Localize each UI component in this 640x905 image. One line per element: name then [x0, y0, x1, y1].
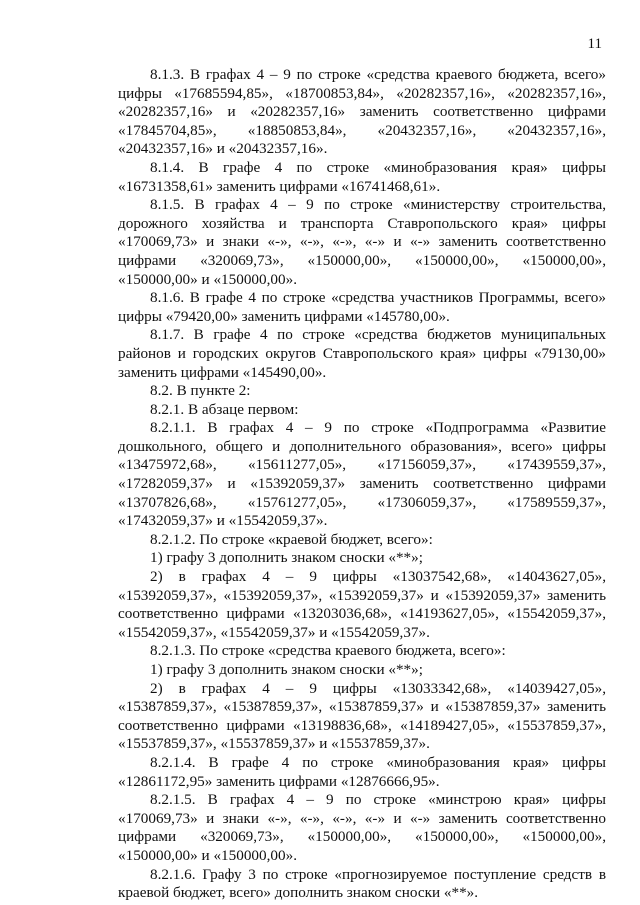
paragraph-8-2-1-5: 8.2.1.5. В графах 4 – 9 по строке «минстрою края» цифры «170069,73» и знаки «-», «-», «-», «-» и «-» заменить соответственно цифрами «320069,73», «150000,00», «150000,00», «150000,00», «150000,00» и «150000,00». [118, 791, 606, 864]
paragraph-8-1-4: 8.1.4. В графе 4 по строке «минобразования края» цифры «16731358,61» заменить цифрами «16741468,61». [118, 158, 606, 195]
paragraph-8-2-1: 8.2.1. В абзаце первом: [150, 400, 299, 418]
page-number: 11 [587, 36, 602, 52]
document-body [118, 66, 606, 903]
paragraph-8-1-6: 8.1.6. В графе 4 по строке «средства участников Программы, всего» цифры «79420,00» заменить цифрами «145780,00». [118, 289, 606, 325]
paragraph-8-2-1-2: 8.2.1.2. По строке «краевой бюджет, всего»: [150, 530, 433, 548]
paragraph-8-2: 8.2. В пункте 2: [150, 382, 251, 400]
paragraph-8-2-1-3-item-2: 2) в графах 4 – 9 цифры «13033342,68», «14039427,05», «15387859,37», «15387859,37», «15387859,37» и «15387859,37» заменить соответственно цифрами «13198836,68», «14189427,05», «15537859,37», «15537859,37», «15537859,37» и «15537859,37». [118, 679, 606, 753]
paragraph-8-2-1-3-item-1: 1) графу 3 дополнить знаком сноски «**»; [150, 661, 423, 678]
paragraph-8-1-7: 8.1.7. В графе 4 по строке «средства бюджетов муниципальных районов и городских округов Ставропольского края» цифры «79130,00» заменить цифрами «145490,00». [118, 326, 606, 381]
paragraph-8-2-1-2-item-2: 2) в графах 4 – 9 цифры «13037542,68», «14043627,05», «15392059,37», «15392059,37», «15392059,37» и «15392059,37» заменить соответственно цифрами «13203036,68», «14193627,05», «15542059,37», «15542059,37», «15542059,37» и «15542059,37». [118, 568, 606, 641]
paragraph-8-1-3: 8.1.3. В графах 4 – 9 по строке «средства краевого бюджета, всего» цифры «17685594,85», «18700853,84», «20282357,16», «20282357,16», «20282357,16» и «20282357,16» заменить соответственно цифрами «17845704,85», «18850853,84», «20432357,16», «20432357,16», «20432357,16» и «20432357,16». [118, 66, 606, 158]
paragraph-8-2-1-4: 8.2.1.4. В графе 4 по строке «минобразования края» цифры «12861172,95» заменить цифрами «12876666,95». [118, 753, 606, 790]
paragraph-8-2-1-3: 8.2.1.3. По строке «средства краевого бюджета, всего»: [150, 642, 506, 660]
paragraph-8-2-1-2-item-1: 1) графу 3 дополнить знаком сноски «**»; [150, 549, 423, 567]
paragraph-8-2-1-1: 8.2.1.1. В графах 4 – 9 по строке «Подпрограмма «Развитие дошкольного, общего и дополнительного образования», всего» цифры «13475972,68», «15611277,05», «17156059,37», «17439559,37», «17282059,37» и «15392059,37» заменить соответственно цифрами «13707826,68», «15761277,05», «17306059,37», «17589559,37», «17432059,37» и «15542059,37». [118, 419, 606, 530]
paragraph-8-2-1-6: 8.2.1.6. Графу 3 по строке «прогнозируемое поступление средств в краевой бюджет, всего» дополнить знаком сноски «**». [118, 865, 606, 902]
paragraph-8-1-5: 8.1.5. В графах 4 – 9 по строке «министерству строительства, дорожного хозяйства и транспорта Ставропольского края» цифры «170069,73» и знаки «-», «-», «-», «-» и «-» заменить соответственно цифрами «320069,73», «150000,00», «150000,00», «150000,00», «150000,00» и «150000,00». [118, 196, 606, 288]
